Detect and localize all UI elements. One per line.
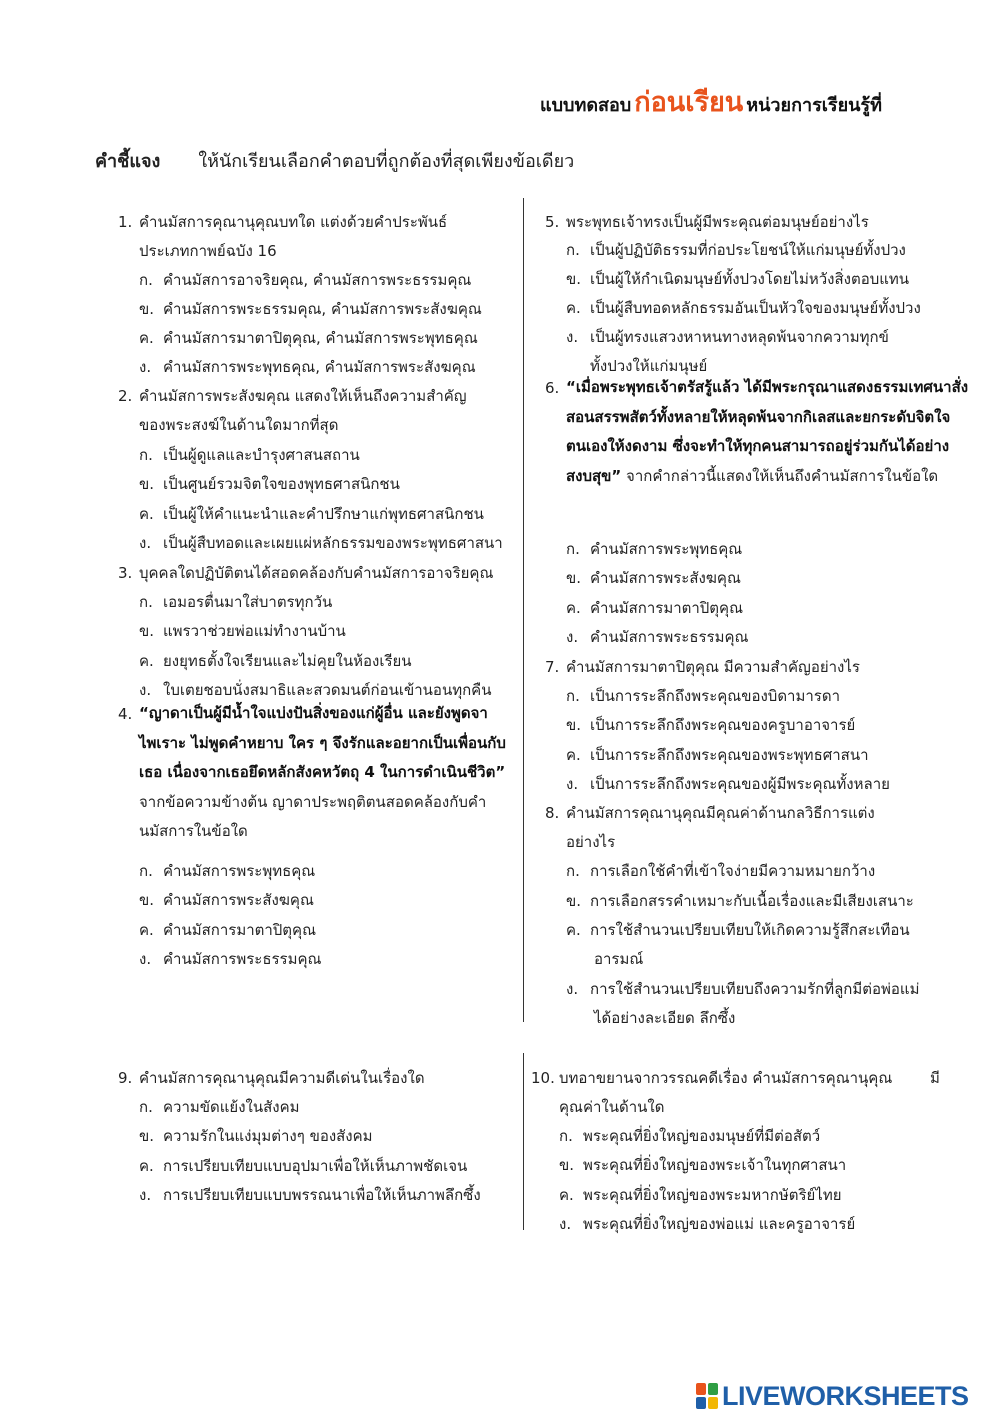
quote-bold: “ญาดาเป็นผู้มีน้ำใจแบ่งปันสิ่งของแก่ผู้อื่น และยังพูดจาไพเราะ ไม่พูดคำหยาบ ใคร ๆ จึงรักและอยากเป็นเพื่อนกับเธอ เนื่องจากเธอยึดหลักสังคหวัตถุ 4 ในการดำเนินชีวิต”: [139, 704, 506, 782]
question-text-trail: มี: [930, 1069, 940, 1087]
option-text[interactable]: การเปรียบเทียบแบบอุปมาเพื่อให้เห็นภาพชัดเจน: [163, 1157, 468, 1175]
option-text[interactable]: คำนมัสการมาตาปิตุคุณ, คำนมัสการพระพุทธคุณ: [163, 329, 478, 347]
option-text[interactable]: เอมอรตื่นมาใส่บาตรทุกวัน: [163, 593, 333, 611]
option-label: ข.: [139, 1127, 155, 1145]
option-label: ค.: [566, 746, 581, 764]
option-label: ก.: [566, 862, 580, 880]
option-label: ข.: [566, 569, 582, 587]
header-highlight-text: ก่อนเรียน: [634, 87, 744, 117]
question-text: อย่างไร: [566, 833, 616, 851]
option-text[interactable]: ความรักในแง่มุมต่างๆ ของสังคม: [163, 1127, 373, 1145]
option-label: ค.: [559, 1186, 574, 1204]
option-text[interactable]: คำนมัสการพระธรรมคุณ: [163, 950, 322, 968]
option-label: ข.: [139, 475, 155, 493]
option-text[interactable]: คำนมัสการมาตาปิตุคุณ: [590, 599, 744, 617]
option-label: ง.: [139, 358, 152, 376]
option-label: ค.: [566, 921, 581, 939]
option-label: ข.: [139, 891, 155, 909]
option-label: ง.: [139, 950, 152, 968]
option-text[interactable]: คำนมัสการพระธรรมคุณ, คำนมัสการพระสังฆคุณ: [163, 300, 482, 318]
question-quote-text: [566, 373, 971, 491]
option-label: ค.: [566, 299, 581, 317]
option-label: ค.: [139, 921, 154, 939]
header-right-text: หน่วยการเรียนรู้ที่: [746, 95, 882, 115]
option-label: ง.: [139, 534, 152, 552]
option-text[interactable]: พระคุณที่ยิ่งใหญ่ของพระเจ้าในทุกศาสนา: [583, 1156, 847, 1174]
option-label: ง.: [566, 980, 579, 998]
option-text[interactable]: เป็นผู้ปฏิบัติธรรมที่ก่อประโยชน์ให้แก่มนุษย์ทั้งปวง: [590, 241, 906, 259]
option-label: ก.: [139, 862, 153, 880]
header-left-text: แบบทดสอบ: [540, 95, 632, 115]
option-label: ข.: [566, 270, 582, 288]
option-label: ก.: [139, 1098, 153, 1116]
option-text[interactable]: เป็นการระลึกถึงพระคุณของบิดามารดา: [590, 687, 841, 705]
option-label: ง.: [566, 328, 579, 346]
option-text[interactable]: ใบเตยชอบนั่งสมาธิและสวดมนต์ก่อนเข้านอนทุกคืน: [163, 681, 492, 699]
option-label: ง.: [566, 628, 579, 646]
option-text[interactable]: เป็นศูนย์รวมจิตใจของพุทธศาสนิกชน: [163, 475, 400, 493]
question-text: บุคคลใดปฏิบัติตนได้สอดคล้องกับคำนมัสการอาจริยคุณ: [139, 564, 494, 582]
option-text[interactable]: คำนมัสการพระธรรมคุณ: [590, 628, 749, 646]
question-number: 4.: [118, 705, 133, 723]
option-label: ค.: [566, 599, 581, 617]
option-label: ก.: [566, 687, 580, 705]
option-text[interactable]: การใช้สำนวนเปรียบเทียบถึงความรักที่ลูกมีต่อพ่อแม่: [590, 980, 920, 998]
option-label: ก.: [139, 593, 153, 611]
option-text[interactable]: ยงยุทธตั้งใจเรียนและไม่คุยในห้องเรียน: [163, 652, 412, 670]
instructions: [95, 146, 574, 175]
option-text[interactable]: คำนมัสการมาตาปิตุคุณ: [163, 921, 317, 939]
option-text[interactable]: คำนมัสการพระพุทธคุณ, คำนมัสการพระสังฆคุณ: [163, 358, 476, 376]
option-text[interactable]: เป็นผู้ให้คำแนะนำและคำปรึกษาแก่พุทธศาสนิกชน: [163, 505, 484, 523]
brand-name: LIVEWORKSHEETS: [722, 1380, 969, 1411]
option-label: ค.: [139, 329, 154, 347]
option-label: ข.: [139, 622, 155, 640]
option-label: ค.: [139, 505, 154, 523]
option-text[interactable]: คำนมัสการพระสังฆคุณ: [590, 569, 741, 587]
liveworksheets-logo-icon: [696, 1383, 718, 1409]
quote-tail: จากคำกล่าวนี้แสดงให้เห็นถึงคำนมัสการในข้อใด: [621, 466, 939, 485]
option-label: ข.: [139, 300, 155, 318]
question-text: คำนมัสการมาตาปิตุคุณ มีความสำคัญอย่างไร: [566, 658, 860, 676]
option-label: ก.: [139, 446, 153, 464]
option-text[interactable]: คำนมัสการอาจริยคุณ, คำนมัสการพระธรรมคุณ: [163, 271, 472, 289]
quote-tail: จากข้อความข้างต้น ญาดาประพฤติตนสอดคล้องกับคำนมัสการในข้อใด: [139, 792, 487, 841]
option-label: ข.: [566, 892, 582, 910]
question-number: 7.: [545, 658, 560, 676]
option-text[interactable]: ความขัดแย้งในสังคม: [163, 1098, 300, 1116]
option-text[interactable]: ได้อย่างละเอียด ลึกซึ้ง: [594, 1009, 736, 1027]
option-text[interactable]: เป็นการระลึกถึงพระคุณของผู้มีพระคุณทั้งหลาย: [590, 775, 890, 793]
option-label: ก.: [566, 540, 580, 558]
option-label: ง.: [566, 775, 579, 793]
question-quote-text: [139, 699, 514, 847]
question-text: คุณค่าในด้านใด: [559, 1098, 665, 1116]
option-text[interactable]: เป็นผู้สืบทอดและเผยแผ่หลักธรรมของพระพุทธศาสนา: [163, 534, 503, 552]
option-text[interactable]: การเลือกใช้คำที่เข้าใจง่ายมีความหมายกว้าง: [590, 862, 876, 880]
option-label: ง.: [139, 681, 152, 699]
question-number: 10.: [531, 1069, 555, 1087]
question-text: พระพุทธเจ้าทรงเป็นผู้มีพระคุณต่อมนุษย์อย่างไร: [566, 213, 869, 231]
instructions-text: ให้นักเรียนเลือกคำตอบที่ถูกต้องที่สุดเพียงข้อเดียว: [198, 151, 575, 172]
instructions-label: คำชี้แจง: [95, 151, 161, 172]
option-text[interactable]: คำนมัสการพระพุทธคุณ: [590, 540, 743, 558]
question-number: 9.: [118, 1069, 133, 1087]
option-label: ก.: [566, 241, 580, 259]
option-label: ข.: [559, 1156, 575, 1174]
question-text: คำนมัสการพระสังฆคุณ แสดงให้เห็นถึงความสำคัญ: [139, 387, 467, 405]
question-number: 2.: [118, 387, 133, 405]
option-text[interactable]: การใช้สำนวนเปรียบเทียบให้เกิดความรู้สึกสะเทือน: [590, 921, 910, 939]
option-label: ง.: [139, 1186, 152, 1204]
option-text[interactable]: คำนมัสการพระสังฆคุณ: [163, 891, 314, 909]
option-label: ก.: [559, 1127, 573, 1145]
question-text: คำนมัสการคุณานุคุณบทใด แต่งด้วยคำประพันธ์: [139, 213, 448, 231]
option-text[interactable]: เป็นการระลึกถึงพระคุณของครูบาอาจารย์: [590, 716, 856, 734]
column-divider: [523, 198, 524, 1022]
option-text[interactable]: อารมณ์: [594, 950, 644, 968]
question-number: 3.: [118, 564, 133, 582]
option-text[interactable]: คำนมัสการพระพุทธคุณ: [163, 862, 316, 880]
quote-bold: “เมื่อพระพุทธเจ้าตรัสรู้แล้ว ได้มีพระกรุณาแสดงธรรมเทศนาสั่งสอนสรรพสัตว์ทั้งหลายให้หลุดพ้นจากกิเลสและยกระดับจิตใจตนเองให้งดงาม ซึ่งจะทำให้ทุกคนสามารถอยู่ร่วมกันได้อย่างสงบสุข”: [566, 378, 969, 485]
option-text[interactable]: การเปรียบเทียบแบบพรรณนาเพื่อให้เห็นภาพลึกซึ้ง: [163, 1186, 481, 1204]
question-text: บทอาขยานจากวรรณคดีเรื่อง คำนมัสการคุณานุคุณ: [559, 1069, 893, 1087]
option-text[interactable]: เป็นผู้ให้กำเนิดมนุษย์ทั้งปวงโดยไม่หวังสิ่งตอบแทน: [590, 270, 910, 288]
option-label: ค.: [139, 1157, 154, 1175]
option-text[interactable]: เป็นผู้ทรงแสวงหาหนทางหลุดพ้นจากความทุกข์: [590, 328, 889, 346]
option-text[interactable]: เป็นผู้สืบทอดหลักธรรมอันเป็นหัวใจของมนุษย์ทั้งปวง: [590, 299, 921, 317]
option-text[interactable]: พระคุณที่ยิ่งใหญ่ของมนุษย์ที่มีต่อสัตว์: [583, 1127, 821, 1145]
option-text[interactable]: พระคุณที่ยิ่งใหญ่ของพระมหากษัตริย์ไทย: [583, 1186, 842, 1204]
question-text: ประเภทกาพย์ฉบัง 16: [139, 242, 277, 260]
column-divider-lower: [523, 1053, 524, 1230]
option-text[interactable]: พระคุณที่ยิ่งใหญ่ของพ่อแม่ และครูอาจารย์: [583, 1215, 856, 1233]
worksheet-header: [540, 80, 882, 123]
option-label: ง.: [559, 1215, 572, 1233]
option-text[interactable]: ทั้งปวงให้แก่มนุษย์: [590, 357, 708, 375]
question-text: คำนมัสการคุณานุคุณมีคุณค่าด้านกลวิธีการแต่ง: [566, 804, 875, 822]
question-text: ของพระสงฆ์ในด้านใดมากที่สุด: [139, 416, 339, 434]
option-label: ก.: [139, 271, 153, 289]
option-text[interactable]: แพรวาช่วยพ่อแม่ทำงานบ้าน: [163, 622, 346, 640]
question-number: 1.: [118, 213, 133, 231]
option-text[interactable]: เป็นการระลึกถึงพระคุณของพระพุทธศาสนา: [590, 746, 869, 764]
question-text: คำนมัสการคุณานุคุณมีความดีเด่นในเรื่องใด: [139, 1069, 425, 1087]
option-label: ข.: [566, 716, 582, 734]
option-text[interactable]: เป็นผู้ดูแลและบำรุงศาสนสถาน: [163, 446, 360, 464]
question-number: 6.: [545, 379, 560, 397]
option-text[interactable]: การเลือกสรรคำเหมาะกับเนื้อเรื่องและมีเสียงเสนาะ: [590, 892, 914, 910]
option-label: ค.: [139, 652, 154, 670]
footer-brand: [696, 1381, 969, 1411]
question-number: 8.: [545, 804, 560, 822]
question-number: 5.: [545, 213, 560, 231]
